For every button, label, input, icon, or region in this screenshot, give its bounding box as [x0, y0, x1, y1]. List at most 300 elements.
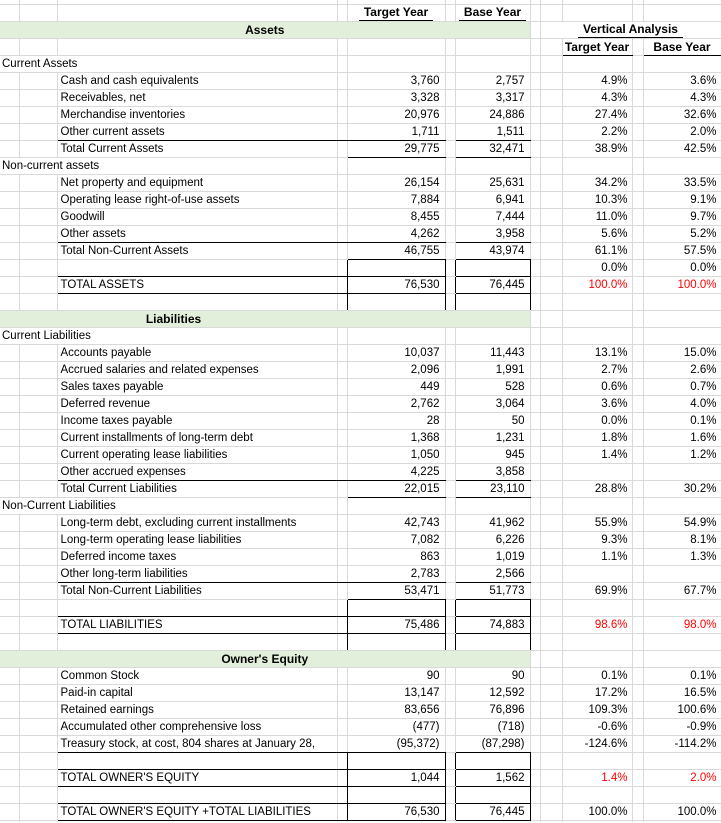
cell-spacer[interactable] [337, 243, 347, 260]
cell-empty[interactable] [540, 209, 562, 226]
cell-label[interactable]: Sales taxes payable [57, 379, 337, 396]
cell-empty[interactable] [540, 770, 562, 787]
cell-va-base-pct[interactable]: 30.2% [643, 481, 721, 498]
cell-empty[interactable] [19, 379, 57, 396]
cell-empty[interactable] [0, 532, 19, 549]
cell-base-value[interactable]: 1,231 [455, 430, 530, 447]
cell-label[interactable]: Total Current Liabilities [57, 481, 337, 498]
cell-va-base-pct[interactable]: 15.0% [643, 345, 721, 362]
cell-spacer[interactable] [445, 396, 455, 413]
cell-label[interactable]: TOTAL LIABILITIES [57, 617, 337, 634]
cell-empty[interactable] [632, 277, 643, 294]
cell-empty[interactable] [540, 5, 562, 22]
cell-spacer[interactable] [337, 413, 347, 430]
cell-va-base-pct[interactable]: 2.6% [643, 362, 721, 379]
cell-empty[interactable] [530, 617, 540, 634]
cell-empty[interactable] [530, 158, 540, 175]
cell-empty[interactable] [57, 821, 337, 823]
cell-base-value[interactable]: 1,991 [455, 362, 530, 379]
cell-spacer[interactable] [337, 770, 347, 787]
cell-empty[interactable] [0, 39, 19, 56]
cell-base-value[interactable]: (718) [455, 719, 530, 736]
cell-empty[interactable] [455, 39, 530, 56]
cell-spacer[interactable] [445, 549, 455, 566]
cell-empty[interactable] [0, 345, 19, 362]
va-subheader-target-year[interactable]: Target Year [562, 39, 632, 56]
cell-base-value[interactable]: 51,773 [455, 583, 530, 600]
section-band-title[interactable]: Owner's Equity [0, 651, 530, 668]
cell-empty[interactable] [19, 549, 57, 566]
cell-base-value[interactable]: 76,445 [455, 277, 530, 294]
cell-empty[interactable] [530, 209, 540, 226]
cell-empty[interactable] [540, 651, 562, 668]
cell-empty[interactable] [632, 498, 643, 515]
cell-label[interactable]: Accounts payable [57, 345, 337, 362]
cell-empty[interactable] [19, 260, 57, 277]
cell-empty[interactable] [455, 498, 530, 515]
cell-empty[interactable] [530, 821, 540, 823]
cell-empty[interactable] [562, 651, 632, 668]
cell-empty[interactable] [0, 175, 19, 192]
cell-va-base-pct[interactable]: 0.7% [643, 379, 721, 396]
cell-label[interactable]: Treasury stock, at cost, 804 shares at January 28, [57, 736, 337, 753]
cell-empty[interactable] [0, 770, 19, 787]
column-header-target-year[interactable] [347, 5, 445, 22]
cell-label[interactable]: Goodwill [57, 209, 337, 226]
cell-empty[interactable] [57, 600, 337, 617]
cell-empty[interactable] [540, 277, 562, 294]
cell-va-target-pct[interactable]: 0.0% [562, 413, 632, 430]
cell-empty[interactable] [540, 56, 562, 73]
cell-label[interactable]: Deferred income taxes [57, 549, 337, 566]
cell-empty[interactable] [540, 39, 562, 56]
cell-empty[interactable] [530, 294, 540, 311]
cell-spacer[interactable] [337, 532, 347, 549]
cell-empty[interactable] [19, 362, 57, 379]
cell-empty[interactable] [19, 583, 57, 600]
cell-empty[interactable] [540, 583, 562, 600]
cell-va-base-pct[interactable]: 0.1% [643, 668, 721, 685]
cell-label[interactable]: Current operating lease liabilities [57, 447, 337, 464]
cell-spacer[interactable] [337, 73, 347, 90]
cell-target-value[interactable]: 7,082 [347, 532, 445, 549]
cell-empty[interactable] [57, 753, 337, 770]
cell-empty[interactable] [530, 549, 540, 566]
cell-empty[interactable] [632, 260, 643, 277]
cell-spacer[interactable] [445, 192, 455, 209]
cell-empty[interactable] [540, 311, 562, 328]
cell-spacer[interactable] [445, 209, 455, 226]
cell-empty[interactable] [19, 175, 57, 192]
cell-empty[interactable] [632, 39, 643, 56]
cell-empty[interactable] [632, 583, 643, 600]
cell-empty[interactable] [540, 260, 562, 277]
cell-spacer[interactable] [337, 464, 347, 481]
cell-empty[interactable] [530, 583, 540, 600]
cell-va-base-pct[interactable]: -0.9% [643, 719, 721, 736]
cell-empty[interactable] [632, 668, 643, 685]
cell-empty[interactable] [562, 328, 632, 345]
cell-empty[interactable] [19, 90, 57, 107]
cell-empty[interactable] [530, 702, 540, 719]
cell-spacer[interactable] [337, 260, 347, 277]
cell-target-value[interactable]: 7,884 [347, 192, 445, 209]
cell-empty[interactable] [530, 226, 540, 243]
cell-label[interactable]: Merchandise inventories [57, 107, 337, 124]
cell-base-value[interactable] [455, 753, 530, 770]
cell-empty[interactable] [632, 464, 643, 481]
cell-empty[interactable] [643, 311, 721, 328]
cell-empty[interactable] [455, 158, 530, 175]
cell-empty[interactable] [19, 685, 57, 702]
cell-empty[interactable] [540, 362, 562, 379]
cell-empty[interactable] [643, 821, 721, 823]
cell-empty[interactable] [562, 498, 632, 515]
cell-label[interactable]: Long-term operating lease liabilities [57, 532, 337, 549]
cell-spacer[interactable] [445, 226, 455, 243]
cell-empty[interactable] [0, 209, 19, 226]
cell-empty[interactable] [445, 821, 455, 823]
cell-empty[interactable] [632, 600, 643, 617]
cell-va-base-pct[interactable]: 42.5% [643, 141, 721, 158]
cell-spacer[interactable] [445, 566, 455, 583]
cell-base-value[interactable]: 24,886 [455, 107, 530, 124]
cell-spacer[interactable] [445, 787, 455, 804]
cell-target-value[interactable]: (477) [347, 719, 445, 736]
cell-spacer[interactable] [445, 804, 455, 821]
cell-empty[interactable] [0, 362, 19, 379]
cell-va-target-pct[interactable]: 2.7% [562, 362, 632, 379]
cell-va-base-pct[interactable]: 0.1% [643, 413, 721, 430]
cell-target-value[interactable]: 83,656 [347, 702, 445, 719]
cell-spacer[interactable] [445, 260, 455, 277]
cell-empty[interactable] [540, 328, 562, 345]
cell-spacer[interactable] [337, 566, 347, 583]
cell-empty[interactable] [632, 566, 643, 583]
cell-empty[interactable] [540, 685, 562, 702]
cell-empty[interactable] [540, 702, 562, 719]
cell-spacer[interactable] [445, 481, 455, 498]
cell-empty[interactable] [530, 447, 540, 464]
cell-empty[interactable] [530, 22, 540, 39]
cell-spacer[interactable] [445, 719, 455, 736]
cell-empty[interactable] [632, 226, 643, 243]
cell-empty[interactable] [455, 328, 530, 345]
cell-base-value[interactable]: 2,566 [455, 566, 530, 583]
cell-va-target-pct[interactable]: -0.6% [562, 719, 632, 736]
cell-empty[interactable] [540, 787, 562, 804]
cell-empty[interactable] [19, 515, 57, 532]
cell-va-target-pct[interactable]: 5.6% [562, 226, 632, 243]
cell-label[interactable]: Deferred revenue [57, 396, 337, 413]
cell-va-target-pct[interactable] [562, 294, 632, 311]
cell-spacer[interactable] [337, 447, 347, 464]
cell-empty[interactable] [337, 498, 347, 515]
cell-empty[interactable] [19, 464, 57, 481]
cell-va-target-pct[interactable]: 10.3% [562, 192, 632, 209]
cell-va-base-pct[interactable] [643, 753, 721, 770]
cell-spacer[interactable] [445, 583, 455, 600]
cell-spacer[interactable] [337, 209, 347, 226]
cell-va-target-pct[interactable]: 1.4% [562, 770, 632, 787]
cell-empty[interactable] [19, 73, 57, 90]
cell-va-target-pct[interactable]: 0.6% [562, 379, 632, 396]
cell-empty[interactable] [445, 39, 455, 56]
cell-empty[interactable] [540, 464, 562, 481]
cell-base-value[interactable] [455, 787, 530, 804]
cell-va-target-pct[interactable]: 69.9% [562, 583, 632, 600]
cell-empty[interactable] [643, 328, 721, 345]
cell-va-base-pct[interactable]: 67.7% [643, 583, 721, 600]
cell-spacer[interactable] [445, 73, 455, 90]
cell-spacer[interactable] [337, 549, 347, 566]
cell-base-value[interactable]: 1,511 [455, 124, 530, 141]
cell-empty[interactable] [540, 430, 562, 447]
cell-spacer[interactable] [337, 175, 347, 192]
cell-empty[interactable] [530, 498, 540, 515]
cell-va-base-pct[interactable]: 2.0% [643, 124, 721, 141]
cell-base-value[interactable] [455, 260, 530, 277]
cell-va-base-pct[interactable]: 57.5% [643, 243, 721, 260]
cell-empty[interactable] [0, 5, 19, 22]
cell-empty[interactable] [530, 651, 540, 668]
cell-section-label[interactable]: Non-Current Liabilities [0, 498, 337, 515]
cell-va-target-pct[interactable]: 38.9% [562, 141, 632, 158]
cell-base-value[interactable]: 1,562 [455, 770, 530, 787]
cell-empty[interactable] [455, 821, 530, 823]
cell-empty[interactable] [57, 39, 337, 56]
cell-target-value[interactable]: 4,225 [347, 464, 445, 481]
cell-target-value[interactable]: 1,044 [347, 770, 445, 787]
cell-base-value[interactable]: 3,858 [455, 464, 530, 481]
cell-empty[interactable] [57, 5, 337, 22]
cell-empty[interactable] [0, 549, 19, 566]
cell-empty[interactable] [445, 5, 455, 22]
cell-empty[interactable] [19, 294, 57, 311]
cell-empty[interactable] [632, 515, 643, 532]
cell-empty[interactable] [540, 141, 562, 158]
cell-spacer[interactable] [337, 804, 347, 821]
cell-empty[interactable] [19, 396, 57, 413]
cell-empty[interactable] [540, 73, 562, 90]
cell-va-target-pct[interactable]: 13.1% [562, 345, 632, 362]
cell-spacer[interactable] [445, 753, 455, 770]
cell-spacer[interactable] [445, 107, 455, 124]
cell-empty[interactable] [0, 124, 19, 141]
cell-empty[interactable] [632, 804, 643, 821]
cell-empty[interactable] [0, 277, 19, 294]
cell-empty[interactable] [455, 56, 530, 73]
cell-empty[interactable] [632, 702, 643, 719]
cell-empty[interactable] [530, 56, 540, 73]
cell-empty[interactable] [530, 175, 540, 192]
cell-empty[interactable] [540, 719, 562, 736]
cell-va-target-pct[interactable]: 109.3% [562, 702, 632, 719]
cell-va-target-pct[interactable]: 11.0% [562, 209, 632, 226]
cell-va-base-pct[interactable]: 100.0% [643, 277, 721, 294]
cell-base-value[interactable]: 23,110 [455, 481, 530, 498]
cell-empty[interactable] [632, 107, 643, 124]
cell-empty[interactable] [0, 413, 19, 430]
cell-spacer[interactable] [445, 515, 455, 532]
cell-target-value[interactable] [347, 634, 445, 651]
section-band-title[interactable] [0, 311, 530, 328]
cell-empty[interactable] [540, 532, 562, 549]
cell-label[interactable]: Total Current Assets [57, 141, 337, 158]
cell-empty[interactable] [0, 804, 19, 821]
cell-target-value[interactable]: 90 [347, 668, 445, 685]
cell-empty[interactable] [540, 668, 562, 685]
cell-va-base-pct[interactable] [643, 294, 721, 311]
cell-empty[interactable] [57, 260, 337, 277]
cell-base-value[interactable]: 90 [455, 668, 530, 685]
cell-empty[interactable] [0, 90, 19, 107]
cell-empty[interactable] [19, 192, 57, 209]
cell-base-value[interactable]: 12,592 [455, 685, 530, 702]
cell-empty[interactable] [632, 532, 643, 549]
cell-empty[interactable] [643, 56, 721, 73]
cell-empty[interactable] [19, 141, 57, 158]
cell-empty[interactable] [19, 345, 57, 362]
cell-empty[interactable] [643, 498, 721, 515]
cell-target-value[interactable]: 26,154 [347, 175, 445, 192]
cell-va-target-pct[interactable] [562, 566, 632, 583]
cell-empty[interactable] [19, 209, 57, 226]
cell-empty[interactable] [562, 821, 632, 823]
cell-base-value[interactable]: 6,226 [455, 532, 530, 549]
cell-empty[interactable] [540, 413, 562, 430]
section-band-title[interactable]: Assets [0, 22, 530, 39]
cell-empty[interactable] [632, 243, 643, 260]
cell-empty[interactable] [19, 821, 57, 823]
cell-va-target-pct[interactable] [562, 634, 632, 651]
cell-va-target-pct[interactable]: 4.3% [562, 90, 632, 107]
cell-label[interactable]: Other long-term liabilities [57, 566, 337, 583]
cell-va-target-pct[interactable]: 1.8% [562, 430, 632, 447]
cell-base-value[interactable] [455, 600, 530, 617]
cell-label[interactable]: Accumulated other comprehensive loss [57, 719, 337, 736]
cell-base-value[interactable]: 945 [455, 447, 530, 464]
cell-empty[interactable] [632, 328, 643, 345]
cell-empty[interactable] [19, 702, 57, 719]
cell-empty[interactable] [632, 396, 643, 413]
cell-empty[interactable] [19, 719, 57, 736]
cell-spacer[interactable] [445, 243, 455, 260]
cell-empty[interactable] [337, 821, 347, 823]
cell-spacer[interactable] [337, 481, 347, 498]
cell-target-value[interactable]: 29,775 [347, 141, 445, 158]
cell-section-label[interactable]: Current Assets [0, 56, 337, 73]
cell-target-value[interactable]: 2,762 [347, 396, 445, 413]
cell-empty[interactable] [530, 515, 540, 532]
cell-target-value[interactable]: 42,743 [347, 515, 445, 532]
cell-spacer[interactable] [337, 787, 347, 804]
cell-spacer[interactable] [337, 294, 347, 311]
cell-empty[interactable] [0, 464, 19, 481]
cell-empty[interactable] [562, 5, 632, 22]
column-header-base-year[interactable] [455, 5, 530, 22]
cell-empty[interactable] [0, 600, 19, 617]
cell-target-value[interactable]: 2,783 [347, 566, 445, 583]
cell-spacer[interactable] [445, 770, 455, 787]
cell-empty[interactable] [540, 821, 562, 823]
cell-empty[interactable] [643, 5, 721, 22]
cell-empty[interactable] [19, 447, 57, 464]
cell-empty[interactable] [347, 56, 445, 73]
cell-base-value[interactable]: 74,883 [455, 617, 530, 634]
cell-va-target-pct[interactable] [562, 787, 632, 804]
cell-spacer[interactable] [337, 702, 347, 719]
cell-target-value[interactable]: 20,976 [347, 107, 445, 124]
cell-spacer[interactable] [337, 107, 347, 124]
cell-va-base-pct[interactable]: 9.7% [643, 209, 721, 226]
cell-empty[interactable] [347, 821, 445, 823]
cell-empty[interactable] [530, 5, 540, 22]
cell-label[interactable]: Total Non-Current Assets [57, 243, 337, 260]
cell-empty[interactable] [19, 226, 57, 243]
cell-va-target-pct[interactable]: 2.2% [562, 124, 632, 141]
cell-va-base-pct[interactable]: 4.0% [643, 396, 721, 413]
cell-label[interactable]: Current installments of long-term debt [57, 430, 337, 447]
cell-spacer[interactable] [445, 175, 455, 192]
cell-empty[interactable] [530, 107, 540, 124]
cell-empty[interactable] [530, 311, 540, 328]
cell-empty[interactable] [540, 107, 562, 124]
cell-spacer[interactable] [337, 719, 347, 736]
cell-empty[interactable] [540, 294, 562, 311]
cell-spacer[interactable] [445, 362, 455, 379]
cell-empty[interactable] [347, 158, 445, 175]
cell-empty[interactable] [530, 634, 540, 651]
cell-spacer[interactable] [337, 277, 347, 294]
cell-va-base-pct[interactable] [643, 600, 721, 617]
cell-empty[interactable] [540, 634, 562, 651]
cell-spacer[interactable] [337, 124, 347, 141]
cell-empty[interactable] [19, 481, 57, 498]
cell-empty[interactable] [337, 56, 347, 73]
cell-spacer[interactable] [337, 600, 347, 617]
cell-va-base-pct[interactable]: 100.6% [643, 702, 721, 719]
cell-spacer[interactable] [445, 634, 455, 651]
cell-spacer[interactable] [445, 345, 455, 362]
cell-spacer[interactable] [337, 583, 347, 600]
cell-empty[interactable] [0, 447, 19, 464]
cell-base-value[interactable]: 76,896 [455, 702, 530, 719]
cell-empty[interactable] [530, 719, 540, 736]
cell-label[interactable]: Other assets [57, 226, 337, 243]
cell-empty[interactable] [530, 413, 540, 430]
cell-empty[interactable] [57, 294, 337, 311]
cell-empty[interactable] [540, 515, 562, 532]
cell-spacer[interactable] [445, 447, 455, 464]
cell-empty[interactable] [540, 447, 562, 464]
cell-base-value[interactable]: 2,757 [455, 73, 530, 90]
cell-spacer[interactable] [337, 379, 347, 396]
cell-empty[interactable] [530, 736, 540, 753]
cell-base-value[interactable]: 11,443 [455, 345, 530, 362]
cell-empty[interactable] [530, 328, 540, 345]
cell-empty[interactable] [632, 753, 643, 770]
cell-va-base-pct[interactable]: 32.6% [643, 107, 721, 124]
cell-va-base-pct[interactable]: 9.1% [643, 192, 721, 209]
cell-spacer[interactable] [337, 345, 347, 362]
cell-empty[interactable] [19, 532, 57, 549]
cell-base-value[interactable]: 6,941 [455, 192, 530, 209]
cell-va-target-pct[interactable]: 100.0% [562, 277, 632, 294]
cell-empty[interactable] [530, 668, 540, 685]
cell-va-target-pct[interactable]: 100.0% [562, 804, 632, 821]
cell-empty[interactable] [632, 345, 643, 362]
